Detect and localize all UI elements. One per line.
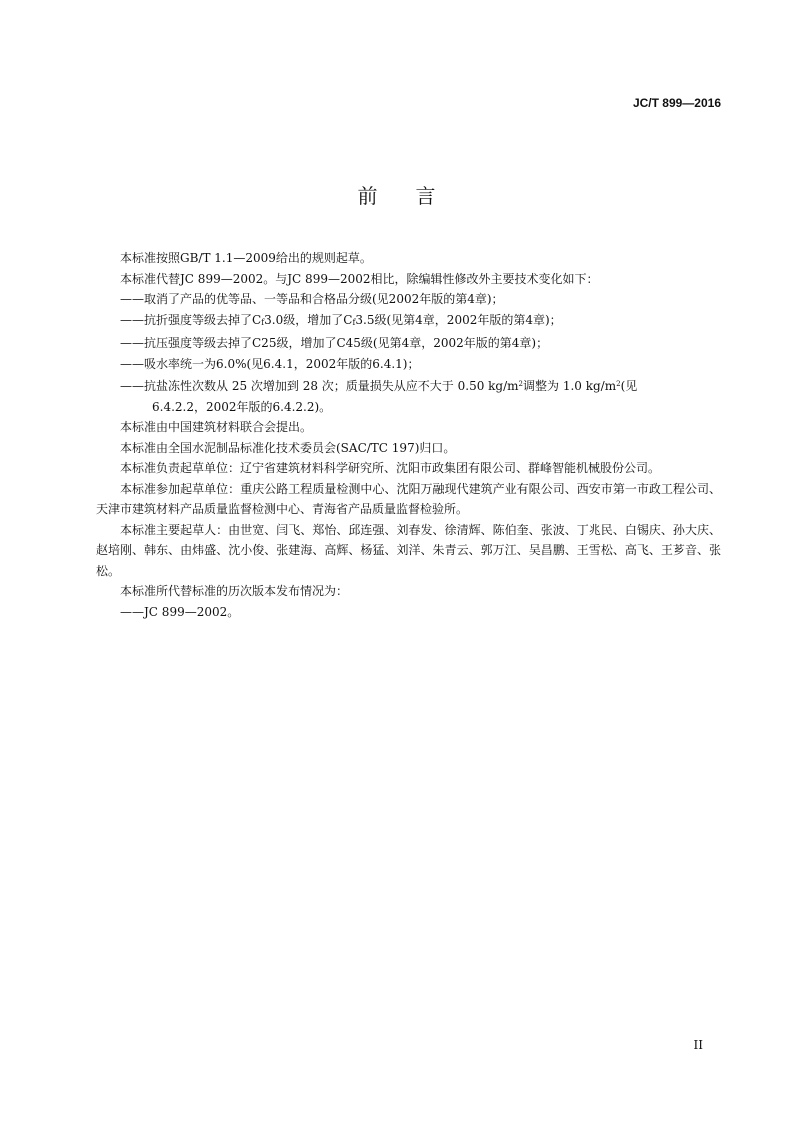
list-item: ——抗压强度等级去掉了C25级，增加了C45级(见第4章，2002年版的第4章)；	[120, 336, 549, 350]
paragraph: 本标准主要起草人：由世宽、闫飞、郑怡、邱连强、刘春发、徐清辉、陈伯奎、张波、丁兆民、白锡庆、孙大庆、赵培刚、韩东、由炜盛、沈小俊、张建海、高辉、杨猛、刘洋、朱青云、郭万江、吴昌鹏、王雪松、高飞、王芗音、张松。	[96, 522, 721, 578]
page-number: II	[693, 1038, 703, 1052]
paragraph: 本标准所代替标准的历次版本发布情况为：	[120, 584, 349, 598]
document-body	[96, 248, 721, 622]
page-title: 前言	[357, 184, 474, 208]
list-item: ——吸水率统一为6.0%(见6.4.1，2002年版的6.4.1)；	[120, 356, 420, 371]
list-item: ——抗盐冻性次数从 25 次增加到 28 次；质量损失从应不大于 0.50 $kg/m^2$调整为 1.0 $kg/m^2$(见	[120, 379, 638, 393]
paragraph: 本标准负责起草单位：辽宁省建筑材料科学研究所、沈阳市政集团有限公司、群峰智能机械股份公司。	[120, 461, 661, 475]
list-item-continuation: 6.4.2.2，2002年版的6.4.2.2)。	[152, 399, 332, 414]
standard-code: JC/T 899—2016	[632, 96, 721, 110]
paragraph: 本标准由全国水泥制品标准化技术委员会(SAC/TC 197)归口。	[120, 440, 456, 455]
list-item: ——取消了产品的优等品、一等品和合格品分级(见2002年版的第4章)；	[120, 292, 504, 306]
paragraph: 本标准代替JC 899—2002。与JC 899—2002相比，除编辑性修改外主要技术变化如下：	[120, 271, 599, 286]
paragraph: 本标准由中国建筑材料联合会提出。	[120, 420, 313, 434]
paragraph: 本标准按照GB/T 1.1—2009给出的规则起草。	[120, 251, 372, 265]
list-item: ——JC 899—2002。	[120, 604, 240, 619]
paragraph: 本标准参加起草单位：重庆公路工程质量检测中心、沈阳万融现代建筑产业有限公司、西安市第一市政工程公司、天津市建筑材料产品质量监督检测中心、青海省产品质量监督检验所。	[96, 481, 721, 516]
list-item: ——抗折强度等级去掉了$C_f3.0$级，增加了$C_f3.5$级(见第4章，2002年版的第4章)；	[120, 312, 562, 327]
